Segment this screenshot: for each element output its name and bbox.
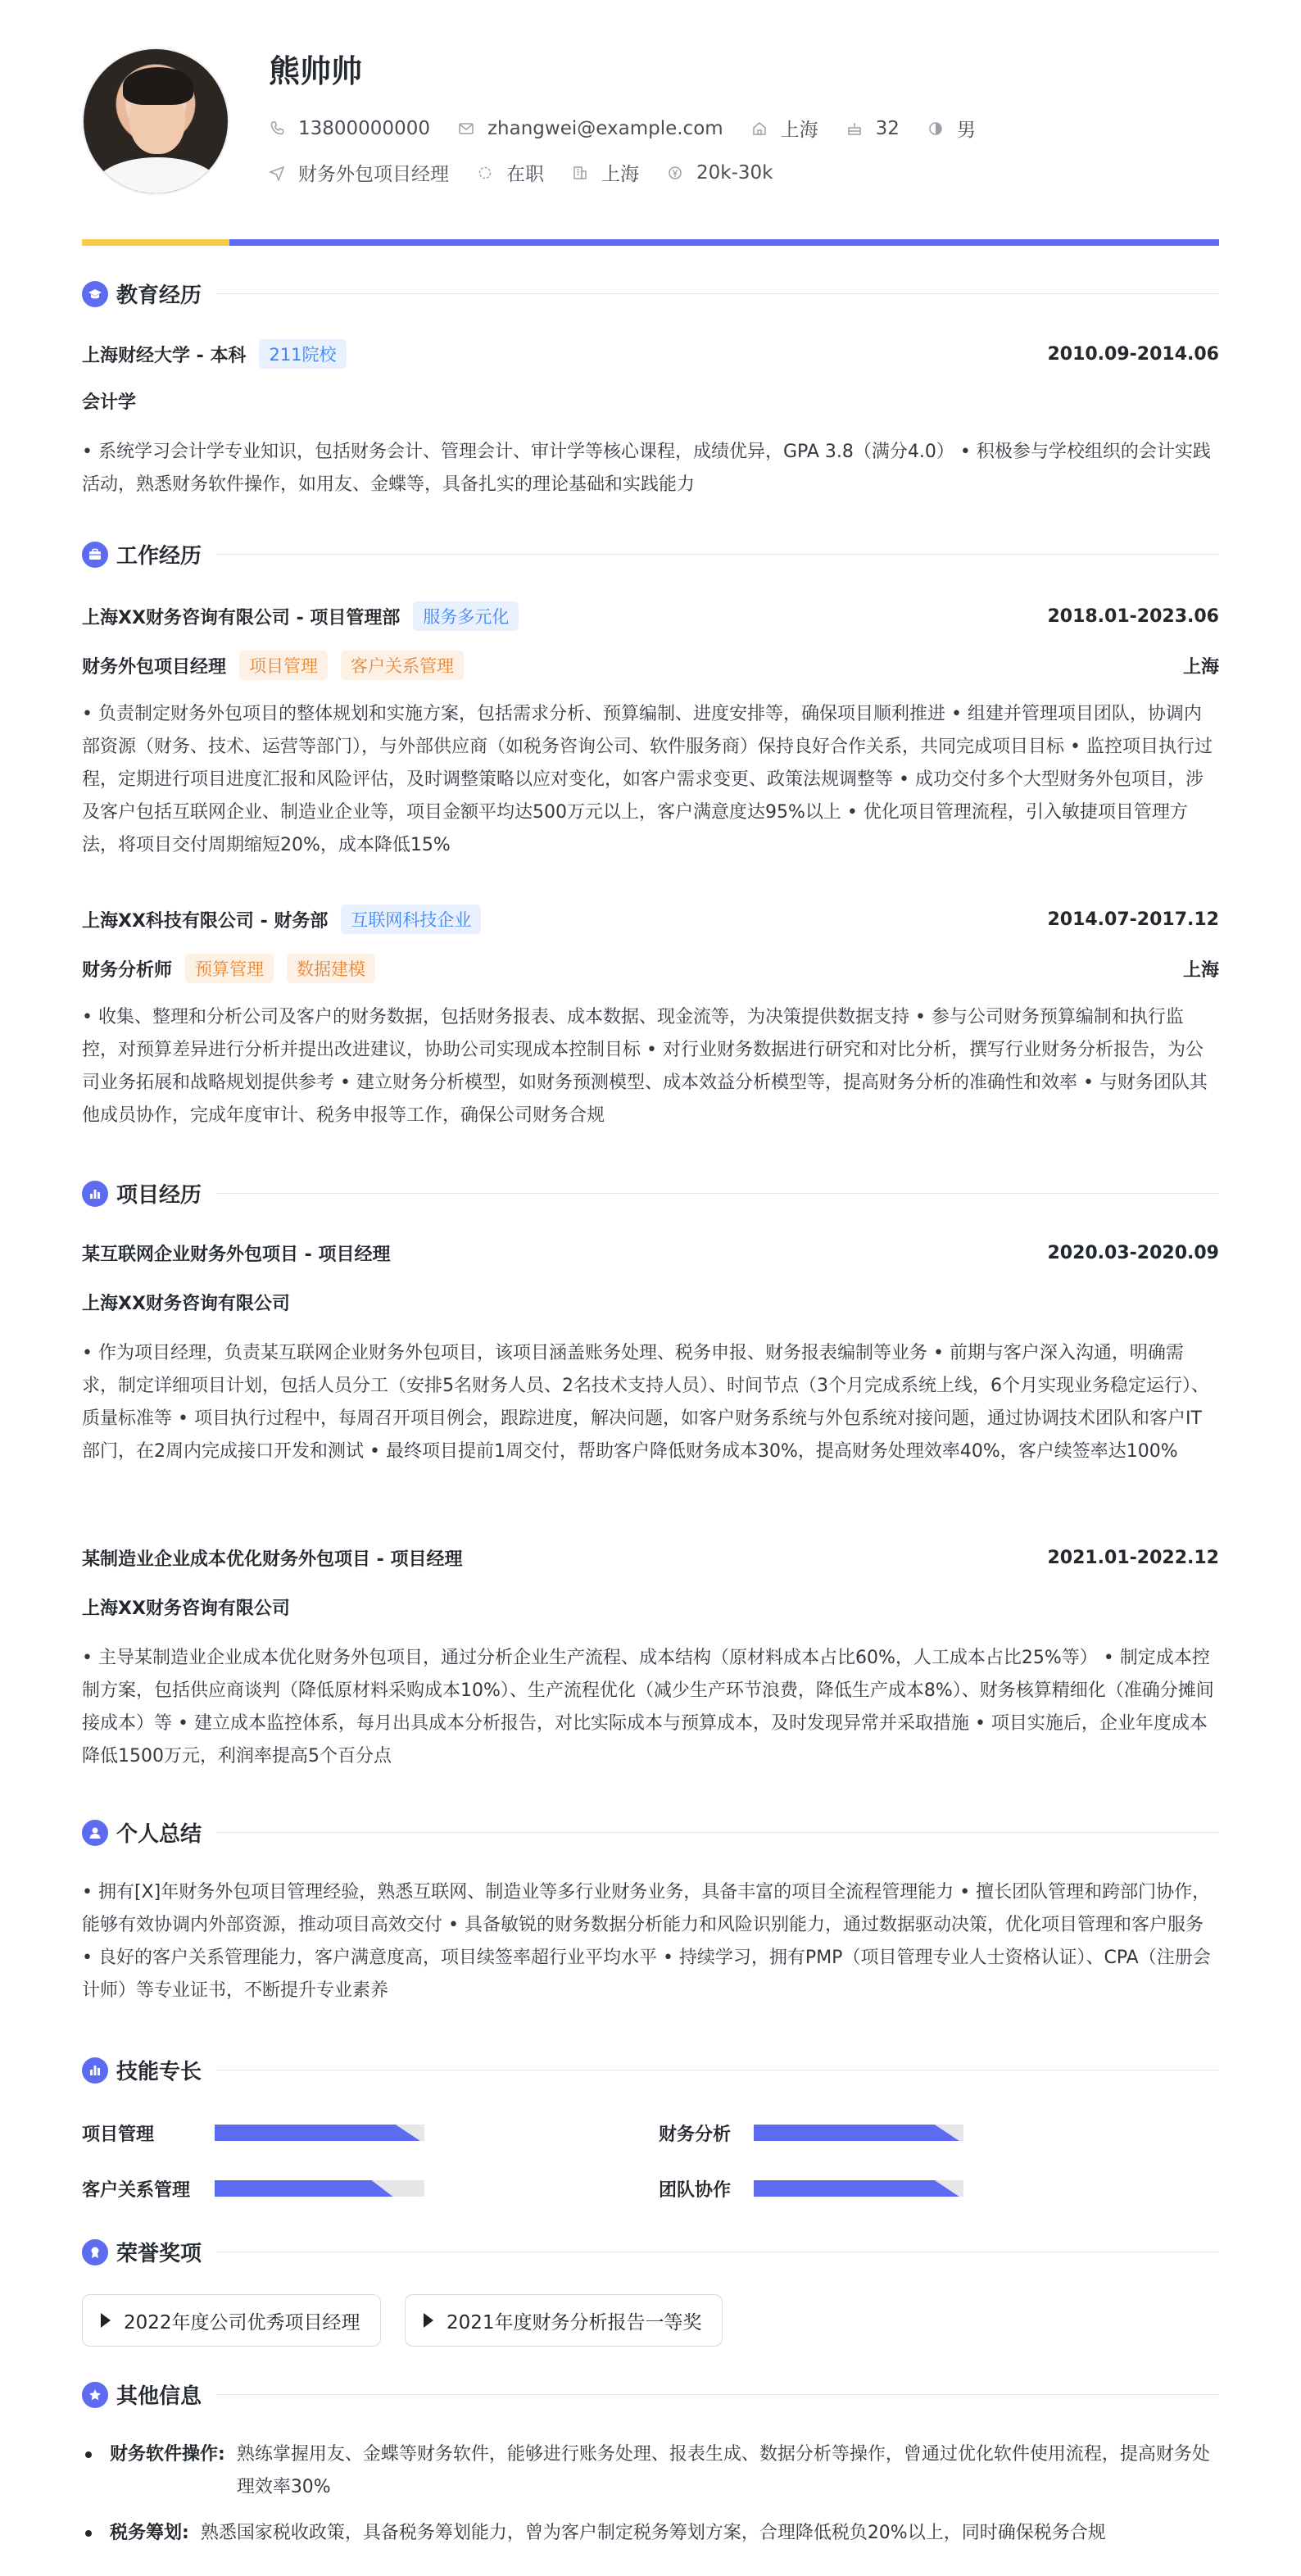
phone-item [269, 118, 430, 139]
section-other [82, 2379, 1219, 2410]
skill-item [659, 2120, 1216, 2145]
skill-bar-fill [215, 2180, 393, 2197]
honor-text: 2022年度公司优秀项目经理 [124, 2311, 360, 2333]
salary-item [667, 162, 773, 184]
resume-header [82, 0, 1219, 246]
section-projects [82, 1178, 1219, 1209]
resume-page [82, 0, 1219, 2543]
project-date: 2021.01-2022.12 [1047, 1548, 1219, 1568]
skill-label: 财务分析 [659, 2124, 732, 2145]
section-rule [216, 554, 1219, 555]
company-name: 上海XX科技有限公司 - 财务部 [82, 910, 329, 932]
project-date: 2020.03-2020.09 [1047, 1243, 1219, 1263]
work-role-row [82, 651, 1219, 680]
work-header [82, 905, 1219, 934]
target-city-text: 上海 [601, 164, 639, 185]
email-item [458, 118, 723, 139]
project-description: • 作为项目经理，负责某互联网企业财务外包项目，该项目涵盖账务处理、税务申报、财务报表编制等业务 • 前期与客户深入沟通，明确需求，制定详细项目计划，包括人员分工（安排5名财务人员、2名技术支持人员）、时间节点（3个月完成系统上线，6个月实现业务稳定运行）、质量标准等 • 项目执行过程中，每周召开项目例会，跟踪进度，解决问题，如客户财务系统与外包系统对接问题，通过协调技术团队和客户IT部门，在2周内完成接口开发和测试 • 最终项目提前1周交付，帮助客户降低财务成本30%，提高财务处理效率40%，客户续签率达100% [82, 1343, 1209, 1462]
skill-item [82, 2120, 639, 2145]
section-title: 个人总结 [116, 1822, 202, 1847]
section-title: 其他信息 [116, 2384, 202, 2409]
work-description: • 收集、整理和分析公司及客户的财务数据，包括财务报表、成本数据、现金流等，为决策提供数据支持 • 参与公司财务预算编制和执行监控，对预算差异进行分析并提出改进建议，协助公司实现成本控制目标 • 对行业财务数据进行研究和对比分析，撰写行业财务分析报告，为公司业务拓展和战略规划提供参考 • 建立财务分析模型，如财务预测模型、成本效益分析模型等，提高财务分析的准确性和效率 • 与财务团队其他成员协作，完成年度审计、税务申报等工作，确保公司财务合规 [82, 1007, 1208, 1126]
project-header [82, 1545, 1219, 1571]
gender-icon [927, 120, 944, 137]
education-header [82, 339, 1219, 369]
job-intent-row [269, 159, 800, 186]
target-city-item [572, 159, 639, 186]
status-text: 在职 [506, 164, 544, 185]
honor-chip [405, 2294, 723, 2347]
cake-icon [846, 120, 863, 137]
avatar [82, 48, 229, 195]
target-job-item [269, 159, 449, 186]
other-text: 熟悉国家税收政策，具备税务筹划能力，曾为客户制定税务筹划方案，合理降低税负20%以上，同时确保税务合规 [200, 2523, 1106, 2543]
skill-item [659, 2176, 1216, 2201]
graduation-cap-icon [82, 281, 108, 307]
info-icon [82, 2382, 108, 2408]
city-text: 上海 [780, 120, 818, 141]
project-company-row [82, 1594, 1219, 1620]
bar-chart-icon [82, 1181, 108, 1207]
age-text: 32 [875, 117, 900, 139]
age-item [846, 118, 900, 139]
home-icon [751, 120, 768, 137]
section-rule [216, 1832, 1219, 1833]
work-description: • 负责制定财务外包项目的整体规划和实施方案，包括需求分析、预算编制、进度安排等，确保项目顺利推进 • 组建并管理项目团队，协调内部资源（财务、技术、运营等部门），与外部供应商（如税务咨询公司、软件服务商）保持良好合作关系，共同完成项目目标 • 监控项目执行过程，定期进行项目进度汇报和风险评估，及时调整策略以应对变化，如客户需求变更、政策法规调整等 • 成功交付多个大型财务外包项目，涉及客户包括互联网企业、制造业企业等，项目金额平均达500万元以上，客户满意度达95%以上 • 优化项目管理流程，引入敏捷项目管理方法，将项目交付周期缩短20%，成本降低15% [82, 704, 1213, 855]
section-title: 工作经历 [116, 544, 202, 569]
company-tag: 互联网科技企业 [341, 905, 481, 934]
gender-text: 男 [956, 120, 976, 141]
education-major-row [82, 388, 1219, 414]
work-date: 2014.07-2017.12 [1047, 909, 1219, 930]
status-item [477, 159, 544, 186]
section-title: 技能专长 [116, 2060, 202, 2084]
mail-icon [458, 120, 474, 137]
section-title: 教育经历 [116, 283, 202, 308]
section-title: 荣誉奖项 [116, 2242, 202, 2266]
skill-tag: 预算管理 [185, 954, 274, 983]
section-honors [82, 2237, 1219, 2267]
section-work [82, 539, 1219, 569]
project-company-row [82, 1290, 1219, 1315]
skill-bar-fill [754, 2180, 959, 2197]
section-rule [216, 1193, 1219, 1194]
job-title: 财务外包项目经理 [82, 656, 227, 678]
skill-bar-fill [215, 2125, 420, 2141]
avatar-shirt [95, 157, 220, 195]
other-item [82, 2517, 1219, 2550]
company-tag: 服务多元化 [413, 601, 519, 631]
header-divider [82, 239, 1219, 246]
skill-bar [754, 2180, 963, 2197]
work-location: 上海 [1182, 656, 1219, 678]
skill-bar [754, 2125, 963, 2141]
email-text: zhangwei@example.com [487, 117, 723, 139]
bullet [85, 2451, 92, 2458]
building-icon [572, 165, 588, 181]
bar-chart-icon [82, 2057, 108, 2084]
honor-text: 2021年度财务分析报告一等奖 [447, 2311, 702, 2333]
play-icon [424, 2313, 433, 2328]
status-icon [477, 165, 493, 181]
section-rule [216, 2394, 1219, 2395]
target-job-text: 财务外包项目经理 [298, 164, 449, 185]
section-summary [82, 1817, 1219, 1848]
contact-row [269, 115, 1004, 142]
other-item [82, 2438, 1219, 2504]
project-description: • 主导某制造业企业成本优化财务外包项目，通过分析企业生产流程、成本结构（原材料成本占比60%，人工成本占比25%等） • 制定成本控制方案，包括供应商谈判（降低原材料采购成本10%）、生产流程优化（减少生产环节浪费，降低生产成本8%）、财务核算精细化（准确分摊间接成本）等 • 建立成本监控体系，每月出具成本分析报告，对比实际成本与预算成本，及时发现异常并采取措施 • 项目实施后，企业年度成本降低1500万元，利润率提高5个百分点 [82, 1648, 1214, 1766]
section-skills [82, 2055, 1219, 2085]
section-education [82, 279, 1219, 309]
school-tag: 211院校 [259, 339, 346, 369]
other-text: 熟练掌握用友、金蝶等财务软件，能够进行账务处理、报表生成、数据分析等操作，曾通过优化软件使用流程，提高财务处理效率30% [236, 2444, 1210, 2497]
section-title: 项目经历 [116, 1183, 202, 1208]
work-role-row [82, 954, 1219, 983]
job-title: 财务分析师 [82, 959, 173, 981]
skill-label: 客户关系管理 [82, 2179, 191, 2201]
phone-icon [269, 120, 285, 137]
user-icon [82, 1820, 108, 1846]
avatar-hair [123, 67, 193, 105]
candidate-name: 熊帅帅 [269, 53, 363, 89]
phone-text: 13800000000 [298, 117, 430, 139]
work-date: 2018.01-2023.06 [1047, 605, 1219, 627]
skill-bar [215, 2125, 424, 2141]
skill-label: 团队协作 [659, 2179, 732, 2201]
education-description: • 系统学习会计学专业知识，包括财务会计、管理会计、审计学等核心课程，成绩优异，GPA 3.8（满分4.0） • 积极参与学校组织的会计实践活动，熟悉财务软件操作，如用友、金蝶等，具备扎实的理论基础和实践能力 [82, 442, 1211, 495]
skill-tag: 数据建模 [287, 954, 375, 983]
project-name: 某互联网企业财务外包项目 - 项目经理 [82, 1245, 391, 1265]
award-icon [82, 2239, 108, 2265]
send-icon [269, 165, 285, 181]
play-icon [101, 2313, 111, 2328]
money-icon [667, 165, 683, 181]
skill-label: 项目管理 [82, 2124, 155, 2145]
education-major: 会计学 [82, 392, 137, 413]
honor-chip [82, 2294, 381, 2347]
skill-tag: 项目管理 [239, 651, 328, 680]
project-header [82, 1240, 1219, 1266]
bullet [85, 2530, 92, 2537]
work-location: 上海 [1182, 959, 1219, 981]
education-date: 2010.09-2014.06 [1047, 343, 1219, 365]
project-name: 某制造业企业成本优化财务外包项目 - 项目经理 [82, 1549, 463, 1570]
skill-tag: 客户关系管理 [341, 651, 464, 680]
project-company: 上海XX财务咨询有限公司 [82, 1599, 290, 1619]
skill-bar-fill [754, 2125, 959, 2141]
salary-text: 20k-30k [696, 161, 773, 184]
other-label: 财务软件操作: [110, 2444, 225, 2465]
gender-item [927, 115, 976, 142]
city-item [751, 115, 818, 142]
briefcase-icon [82, 542, 108, 568]
header-divider-accent [82, 239, 229, 246]
skill-item [82, 2176, 639, 2201]
work-header [82, 601, 1219, 631]
section-rule [216, 293, 1219, 294]
school-name: 上海财经大学 - 本科 [82, 345, 247, 366]
skill-bar [215, 2180, 424, 2197]
project-company: 上海XX财务咨询有限公司 [82, 1294, 290, 1314]
summary-text: • 拥有[X]年财务外包项目管理经验，熟悉互联网、制造业等多行业财务业务，具备丰富的项目全流程管理能力 • 擅长团队管理和跨部门协作，能够有效协调内外部资源，推动项目高效交付 • 具备敏锐的财务数据分析能力和风险识别能力，通过数据驱动决策，优化项目管理和客户服务 • 良好的客户关系管理能力，客户满意度高，项目续签率超行业平均水平 • 持续学习，拥有PMP（项目管理专业人士资格认证）、CPA（注册会计师）等专业证书，不断提升专业素养 [82, 1882, 1211, 2001]
other-label: 税务筹划: [110, 2523, 189, 2543]
company-name: 上海XX财务咨询有限公司 - 项目管理部 [82, 607, 401, 628]
